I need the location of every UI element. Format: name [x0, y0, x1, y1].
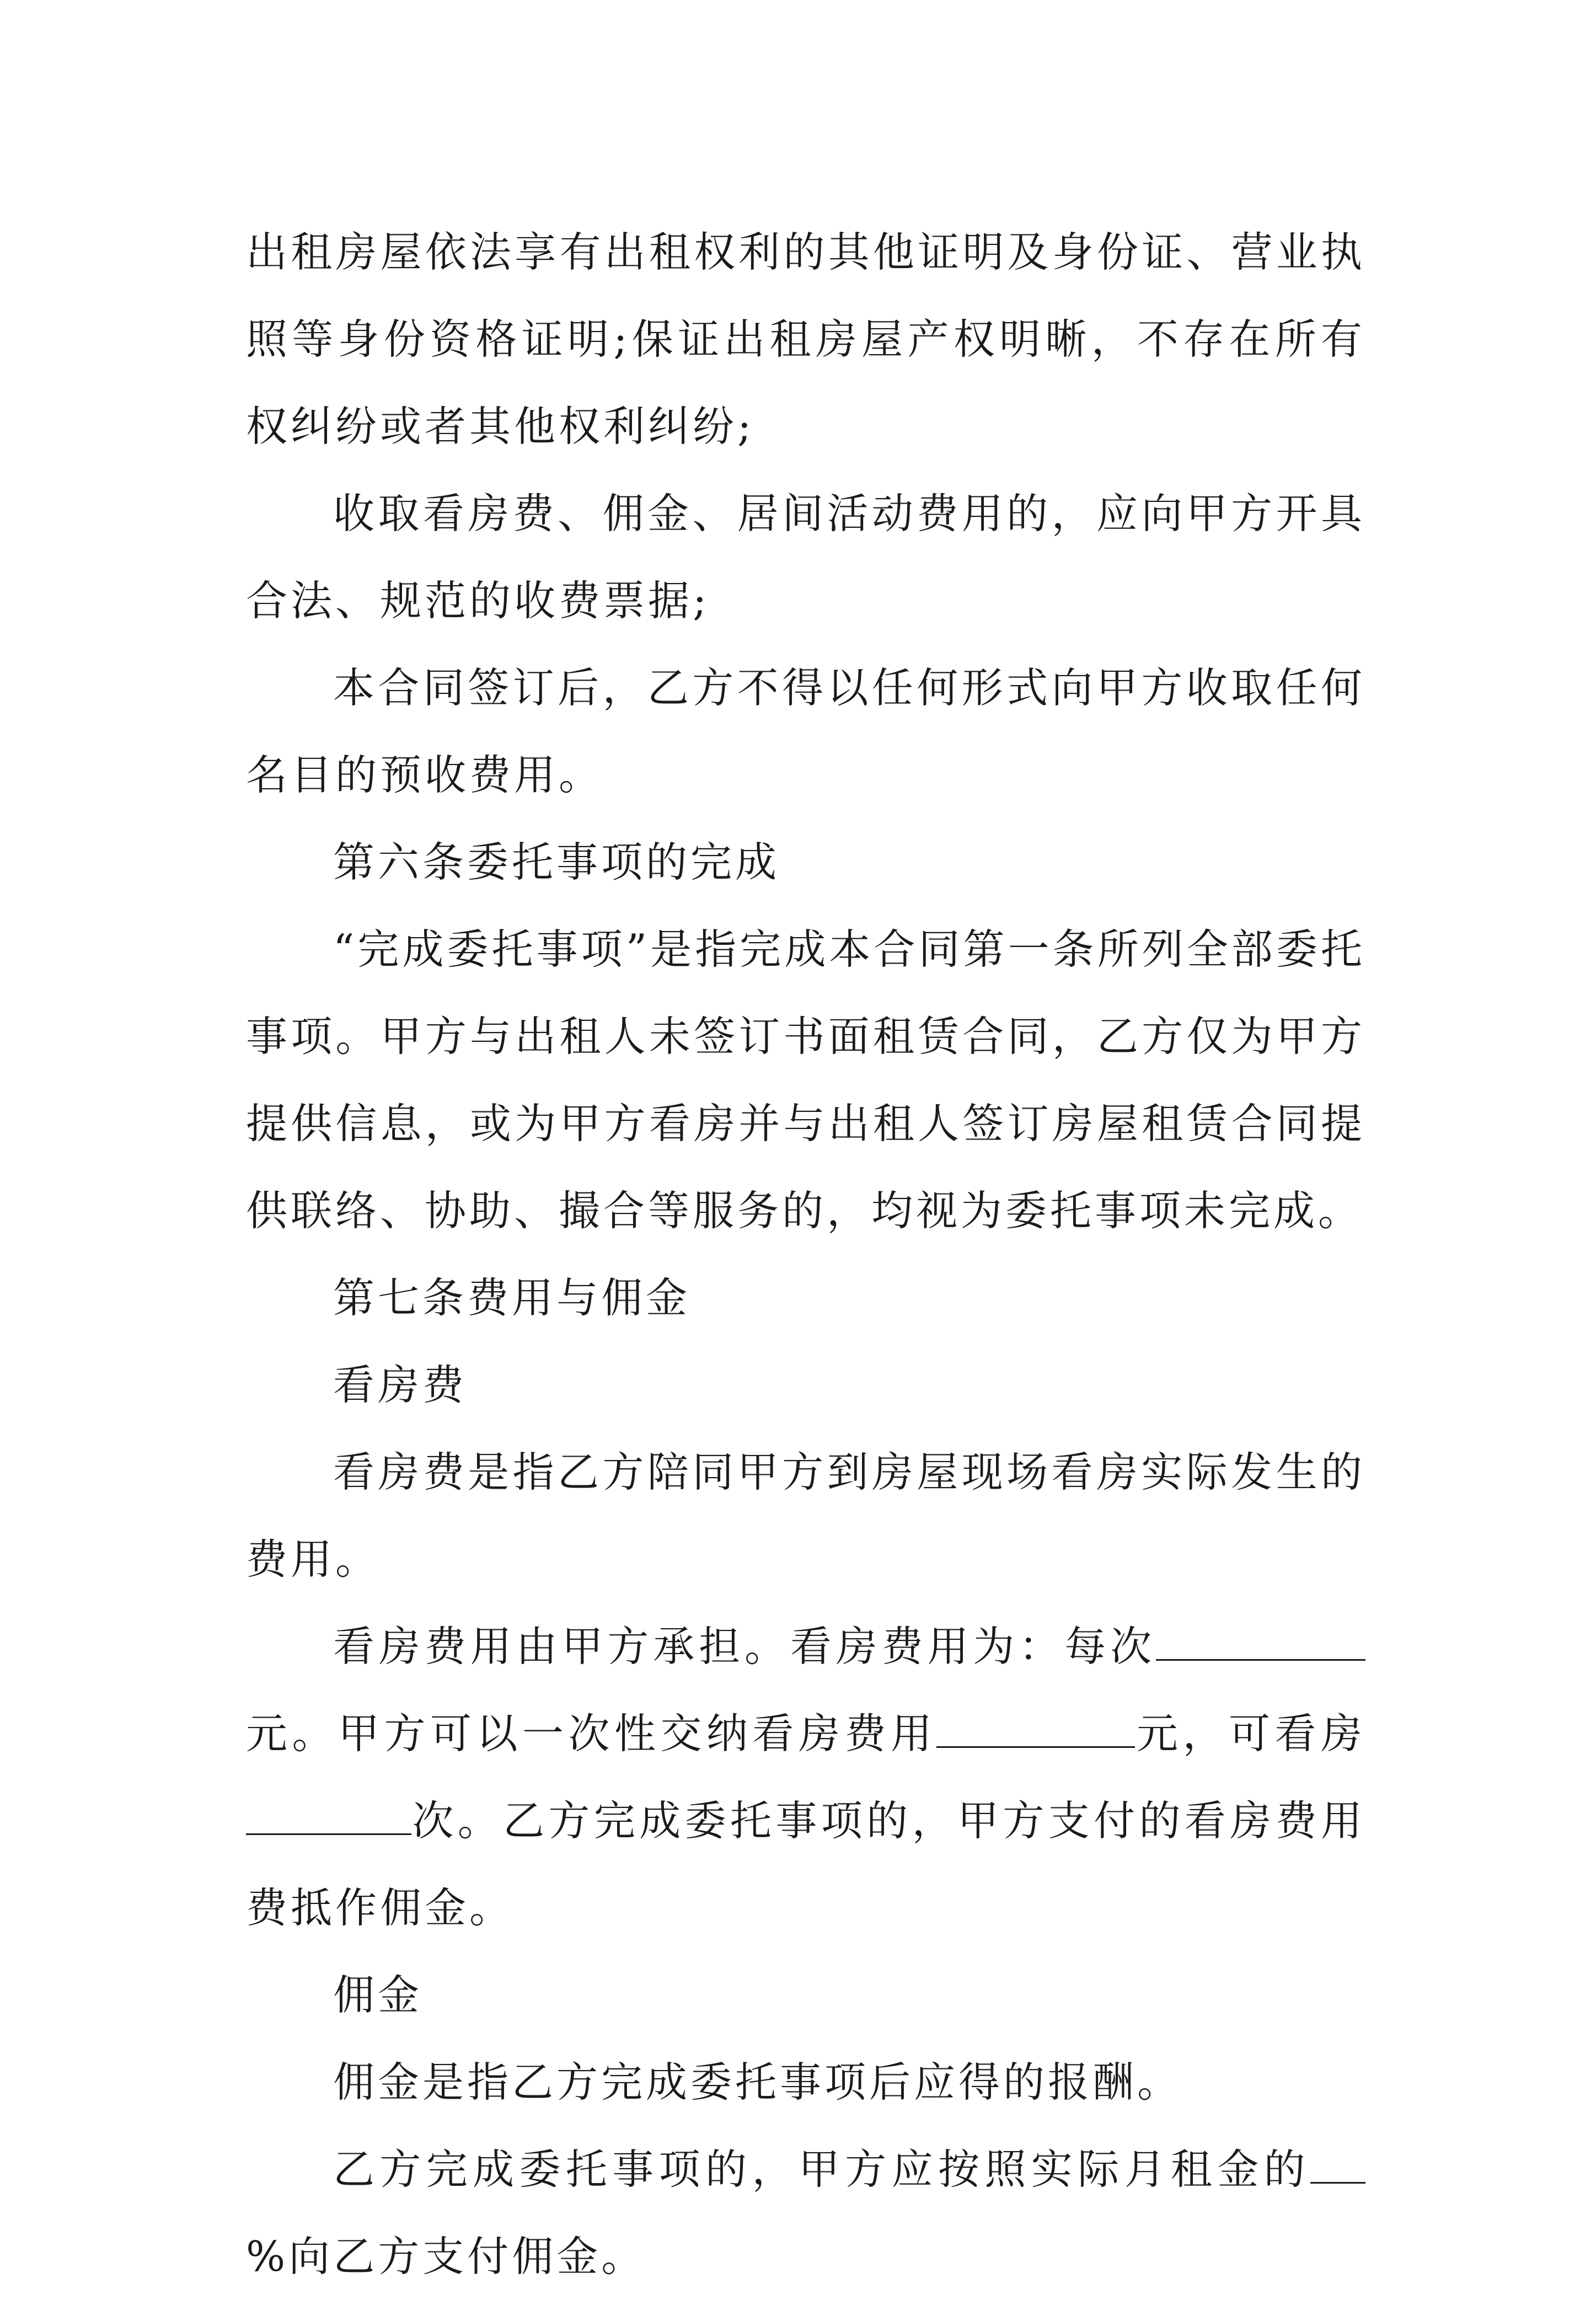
fill-blank-commission-percent[interactable]	[1310, 2143, 1365, 2184]
paragraph-completion-definition: “完成委托事项”是指完成本合同第一条所列全部委托事项。甲方与出租人未签订书面租赁合同，乙方仅为甲方提供信息，或为甲方看房并与出租人签订房屋租赁合同提供联络、协助、撮合等服务的，均视为委托事项未完成。	[246, 925, 1365, 1235]
document-body	[246, 208, 1365, 2300]
viewing-fee-text-1: 看房费用由甲方承担。看房费用为：每次	[333, 1622, 1156, 1671]
paragraph-commission-rate	[246, 2126, 1365, 2300]
paragraph-commission-definition: 佣金是指乙方完成委托事项后应得的报酬。	[333, 2058, 1182, 2106]
commission-text-1: 乙方完成委托事项的，甲方应按照实际月租金的	[333, 2145, 1310, 2194]
paragraph-no-prepayment: 本合同签订后，乙方不得以任何形式向甲方收取任何名目的预收费用。	[246, 664, 1365, 799]
fill-blank-visit-count[interactable]	[246, 1795, 411, 1835]
paragraph-viewing-fee-definition: 看房费是指乙方陪同甲方到房屋现场看房实际发生的费用。	[246, 1448, 1365, 1584]
paragraph-fee-receipt: 收取看房费、佣金、居间活动费用的，应向甲方开具合法、规范的收费票据;	[246, 489, 1365, 625]
viewing-fee-text-4: 次。乙方完成委托事项的，甲方支付的看房费用费抵作佣金。	[246, 1796, 1365, 1932]
paragraph-landlord-proof: 出租房屋依法享有出租权利的其他证明及身份证、营业执照等身份资格证明;保证出租房屋产权明晰，不存在所有权纠纷或者其他权利纠纷;	[246, 228, 1365, 451]
viewing-fee-text-3: 元，可看房	[1135, 1709, 1365, 1758]
commission-text-2: %向乙方支付佣金。	[246, 2232, 646, 2281]
article-seven-heading: 第七条费用与佣金	[333, 1274, 691, 1322]
article-six-heading: 第六条委托事项的完成	[333, 838, 780, 886]
subheading-viewing-fee: 看房费	[333, 1361, 468, 1409]
viewing-fee-text-2: 元。甲方可以一次性交纳看房费用	[246, 1709, 937, 1758]
fill-blank-lump-sum-fee[interactable]	[936, 1708, 1135, 1748]
fill-blank-per-visit-fee[interactable]	[1156, 1620, 1365, 1661]
subheading-commission: 佣金	[333, 1971, 423, 2019]
paragraph-viewing-fee-amount	[246, 1603, 1365, 1951]
